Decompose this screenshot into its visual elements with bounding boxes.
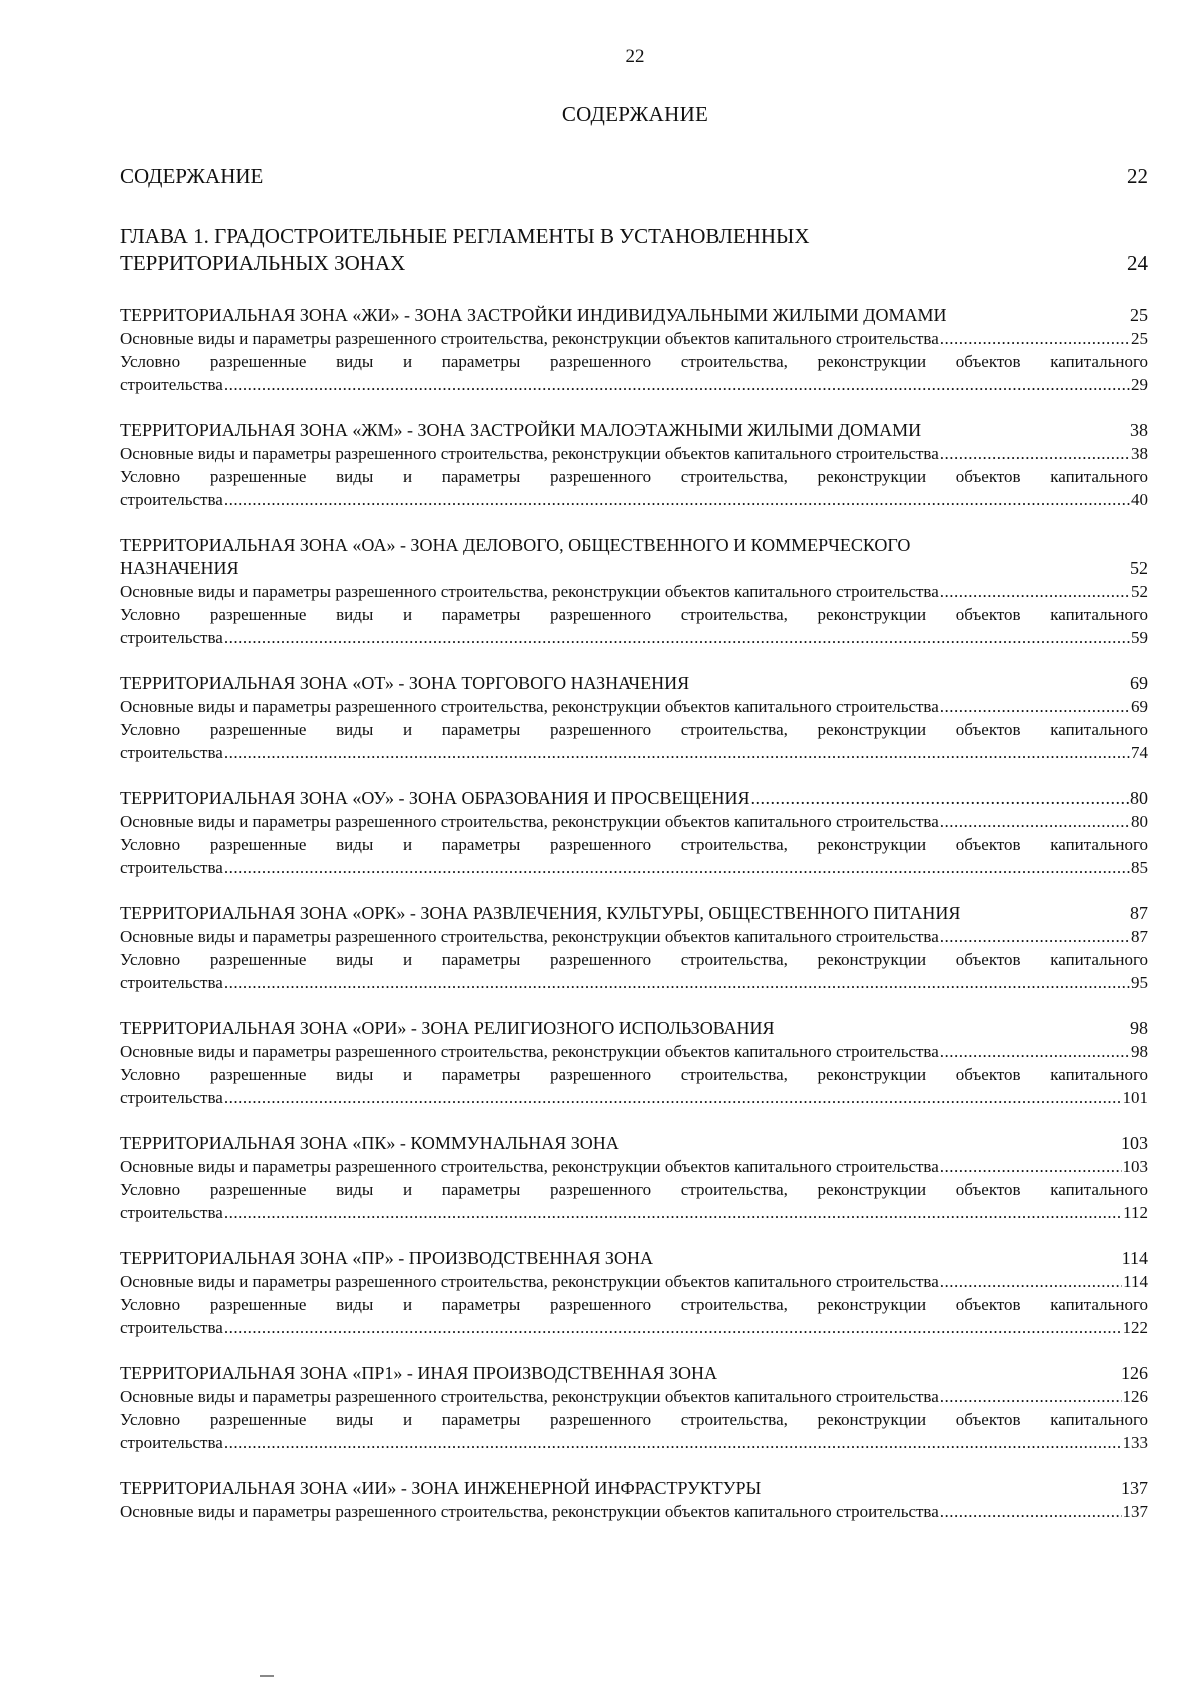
subentry-page: 59 bbox=[1131, 628, 1148, 647]
zone-title: ТЕРРИТОРИАЛЬНАЯ ЗОНА «ЖИ» - ЗОНА ЗАСТРОЙКИ ИНДИВИДУАЛЬНЫМИ ЖИЛЫМИ ДОМАМИ bbox=[120, 305, 947, 325]
zone-page: 98 bbox=[1130, 1018, 1148, 1038]
leader-dots bbox=[224, 1201, 1122, 1224]
toc-zone bbox=[120, 304, 1148, 396]
subentry-page: 87 bbox=[1131, 927, 1148, 946]
zone-title: ТЕРРИТОРИАЛЬНАЯ ЗОНА «ОУ» - ЗОНА ОБРАЗОВАНИЯ И ПРОСВЕЩЕНИЯ bbox=[120, 788, 750, 808]
subentry-page: 137 bbox=[1122, 1502, 1148, 1521]
zone-heading[interactable] bbox=[120, 1247, 1148, 1270]
leader-dots bbox=[940, 695, 1130, 718]
leader-dots bbox=[940, 925, 1130, 948]
leader-dots bbox=[940, 1155, 1122, 1178]
subentry-page: 80 bbox=[1131, 812, 1148, 831]
zone-page: 38 bbox=[1130, 420, 1148, 440]
toc-zone bbox=[120, 787, 1148, 879]
zone-heading[interactable] bbox=[120, 534, 1148, 580]
subentry-label: Основные виды и параметры разрешенного строительства, реконструкции объектов капитального строительства bbox=[120, 329, 939, 348]
leader-dots bbox=[940, 1385, 1122, 1408]
toc-zone bbox=[120, 419, 1148, 511]
subentry-label: строительства bbox=[120, 1318, 223, 1337]
zone-heading[interactable] bbox=[120, 672, 1148, 695]
toc-subentry-main[interactable] bbox=[120, 810, 1148, 833]
zone-title: ТЕРРИТОРИАЛЬНАЯ ЗОНА «ОТ» - ЗОНА ТОРГОВОГО НАЗНАЧЕНИЯ bbox=[120, 673, 690, 693]
toc-subentry-conditional[interactable]: Условно разрешенные виды и параметры разрешенного строительства, реконструкции объектов капитального bbox=[120, 467, 1148, 486]
zone-heading[interactable] bbox=[120, 419, 1148, 442]
zone-heading[interactable] bbox=[120, 787, 1148, 810]
toc-chapter[interactable] bbox=[120, 223, 1148, 277]
toc-subentry-conditional-cont[interactable] bbox=[120, 1431, 1148, 1454]
leader-dots bbox=[224, 373, 1130, 396]
toc-entry-label: СОДЕРЖАНИЕ bbox=[120, 164, 264, 188]
subentry-label: Основные виды и параметры разрешенного строительства, реконструкции объектов капитального строительства bbox=[120, 1157, 939, 1176]
subentry-label: Основные виды и параметры разрешенного строительства, реконструкции объектов капитального строительства bbox=[120, 812, 939, 831]
leader-dots bbox=[940, 1500, 1122, 1523]
subentry-page: 133 bbox=[1122, 1433, 1148, 1452]
toc-entry-contents[interactable] bbox=[120, 164, 1148, 189]
page-title: СОДЕРЖАНИЕ bbox=[561, 102, 709, 126]
toc-subentry-conditional[interactable]: Условно разрешенные виды и параметры разрешенного строительства, реконструкции объектов капитального bbox=[120, 1410, 1148, 1429]
subentry-page: 29 bbox=[1131, 375, 1148, 394]
subentry-page: 25 bbox=[1131, 329, 1148, 348]
zone-page: 52 bbox=[1130, 558, 1148, 578]
zone-page: 114 bbox=[1121, 1248, 1148, 1268]
zone-title: ТЕРРИТОРИАЛЬНАЯ ЗОНА «ПК» - КОММУНАЛЬНАЯ ЗОНА bbox=[120, 1133, 619, 1153]
table-of-contents bbox=[120, 164, 1148, 1523]
toc-subentry-conditional-cont[interactable] bbox=[120, 856, 1148, 879]
subentry-page: 98 bbox=[1131, 1042, 1148, 1061]
toc-zone bbox=[120, 1477, 1148, 1523]
toc-zone bbox=[120, 902, 1148, 994]
subentry-page: 103 bbox=[1122, 1157, 1148, 1176]
toc-subentry-conditional-cont[interactable] bbox=[120, 626, 1148, 649]
toc-subentry-conditional-cont[interactable] bbox=[120, 1316, 1148, 1339]
subentry-page: 126 bbox=[1122, 1387, 1148, 1406]
subentry-label: строительства bbox=[120, 1088, 223, 1107]
toc-subentry-conditional[interactable]: Условно разрешенные виды и параметры разрешенного строительства, реконструкции объектов капитального bbox=[120, 352, 1148, 371]
subentry-page: 69 bbox=[1131, 697, 1148, 716]
toc-subentry-main[interactable] bbox=[120, 695, 1148, 718]
toc-subentry-conditional[interactable]: Условно разрешенные виды и параметры разрешенного строительства, реконструкции объектов капитального bbox=[120, 1180, 1148, 1199]
leader-dots bbox=[940, 810, 1130, 833]
leader-dots bbox=[224, 1086, 1122, 1109]
toc-subentry-conditional-cont[interactable] bbox=[120, 971, 1148, 994]
zone-page: 80 bbox=[1130, 788, 1148, 808]
toc-subentry-conditional-cont[interactable] bbox=[120, 1201, 1148, 1224]
leader-dots bbox=[940, 327, 1130, 350]
subentry-page: 112 bbox=[1123, 1203, 1148, 1222]
zone-heading[interactable] bbox=[120, 1362, 1148, 1385]
subentry-page: 38 bbox=[1131, 444, 1148, 463]
subentry-label: Основные виды и параметры разрешенного строительства, реконструкции объектов капитального строительства bbox=[120, 1042, 939, 1061]
subentry-label: Основные виды и параметры разрешенного строительства, реконструкции объектов капитального строительства bbox=[120, 1502, 939, 1521]
subentry-label: Основные виды и параметры разрешенного строительства, реконструкции объектов капитального строительства bbox=[120, 1272, 939, 1291]
chapter-title: ГЛАВА 1. ГРАДОСТРОИТЕЛЬНЫЕ РЕГЛАМЕНТЫ В УСТАНОВЛЕННЫХ ТЕРРИТОРИАЛЬНЫХ ЗОНАХ bbox=[120, 224, 810, 275]
zone-heading[interactable] bbox=[120, 1132, 1148, 1155]
subentry-label: Основные виды и параметры разрешенного строительства, реконструкции объектов капитального строительства bbox=[120, 927, 939, 946]
leader-dots bbox=[224, 741, 1130, 764]
zone-title: ТЕРРИТОРИАЛЬНАЯ ЗОНА «ОА» - ЗОНА ДЕЛОВОГО, ОБЩЕСТВЕННОГО И КОММЕРЧЕСКОГО НАЗНАЧЕНИЯ bbox=[120, 535, 911, 578]
toc-subentry-conditional[interactable]: Условно разрешенные виды и параметры разрешенного строительства, реконструкции объектов капитального bbox=[120, 1295, 1148, 1314]
toc-zone bbox=[120, 1247, 1148, 1339]
subentry-label: Основные виды и параметры разрешенного строительства, реконструкции объектов капитального строительства bbox=[120, 697, 939, 716]
subentry-page: 74 bbox=[1131, 743, 1148, 762]
chapter-page: 24 bbox=[1127, 251, 1148, 275]
leader-dots bbox=[224, 488, 1130, 511]
leader-dots bbox=[224, 856, 1130, 879]
toc-subentry-main[interactable] bbox=[120, 1500, 1148, 1523]
leader-dots bbox=[224, 1316, 1122, 1339]
toc-zone bbox=[120, 672, 1148, 764]
toc-subentry-conditional-cont[interactable] bbox=[120, 741, 1148, 764]
leader-dots bbox=[224, 626, 1130, 649]
zone-list bbox=[120, 304, 1148, 1523]
zone-page: 87 bbox=[1130, 903, 1148, 923]
leader-dots bbox=[940, 1270, 1122, 1293]
subentry-page: 114 bbox=[1123, 1272, 1148, 1291]
zone-heading[interactable] bbox=[120, 304, 1148, 327]
subentry-page: 101 bbox=[1122, 1088, 1148, 1107]
zone-title: ТЕРРИТОРИАЛЬНАЯ ЗОНА «ЖМ» - ЗОНА ЗАСТРОЙКИ МАЛОЭТАЖНЫМИ ЖИЛЫМИ ДОМАМИ bbox=[120, 420, 922, 440]
zone-page: 25 bbox=[1130, 305, 1148, 325]
zone-heading[interactable] bbox=[120, 1017, 1148, 1040]
zone-title: ТЕРРИТОРИАЛЬНАЯ ЗОНА «ОРК» - ЗОНА РАЗВЛЕЧЕНИЯ, КУЛЬТУРЫ, ОБЩЕСТВЕННОГО ПИТАНИЯ bbox=[120, 903, 961, 923]
scan-artifact bbox=[260, 1675, 274, 1677]
subentry-label: Основные виды и параметры разрешенного строительства, реконструкции объектов капитального строительства bbox=[120, 582, 939, 601]
subentry-label: строительства bbox=[120, 973, 223, 992]
subentry-label: Основные виды и параметры разрешенного строительства, реконструкции объектов капитального строительства bbox=[120, 1387, 939, 1406]
zone-page: 137 bbox=[1121, 1478, 1148, 1498]
leader-dots bbox=[940, 1040, 1130, 1063]
toc-subentry-main[interactable] bbox=[120, 580, 1148, 603]
toc-zone bbox=[120, 534, 1148, 649]
leader-dots bbox=[940, 580, 1130, 603]
subentry-label: строительства bbox=[120, 858, 223, 877]
zone-title: ТЕРРИТОРИАЛЬНАЯ ЗОНА «ПР» - ПРОИЗВОДСТВЕННАЯ ЗОНА bbox=[120, 1248, 653, 1268]
toc-zone bbox=[120, 1132, 1148, 1224]
zone-page: 69 bbox=[1130, 673, 1148, 693]
toc-subentry-main[interactable] bbox=[120, 1270, 1148, 1293]
toc-subentry-conditional[interactable]: Условно разрешенные виды и параметры разрешенного строительства, реконструкции объектов капитального bbox=[120, 605, 1148, 624]
toc-subentry-main[interactable] bbox=[120, 1040, 1148, 1063]
toc-subentry-conditional[interactable]: Условно разрешенные виды и параметры разрешенного строительства, реконструкции объектов капитального bbox=[120, 1065, 1148, 1084]
leader-dots bbox=[224, 1431, 1122, 1454]
subentry-label: строительства bbox=[120, 628, 223, 647]
toc-subentry-conditional-cont[interactable] bbox=[120, 1086, 1148, 1109]
subentry-page: 52 bbox=[1131, 582, 1148, 601]
zone-page: 126 bbox=[1121, 1363, 1148, 1383]
zone-page: 103 bbox=[1121, 1133, 1148, 1153]
subentry-page: 122 bbox=[1122, 1318, 1148, 1337]
subentry-label: строительства bbox=[120, 375, 223, 394]
toc-subentry-conditional[interactable]: Условно разрешенные виды и параметры разрешенного строительства, реконструкции объектов капитального bbox=[120, 835, 1148, 854]
subentry-label: строительства bbox=[120, 490, 223, 509]
subentry-label: строительства bbox=[120, 1433, 223, 1452]
toc-zone bbox=[120, 1362, 1148, 1454]
toc-subentry-main[interactable] bbox=[120, 442, 1148, 465]
toc-subentry-conditional[interactable]: Условно разрешенные виды и параметры разрешенного строительства, реконструкции объектов капитального bbox=[120, 720, 1148, 739]
subentry-page: 95 bbox=[1131, 973, 1148, 992]
subentry-label: строительства bbox=[120, 743, 223, 762]
page-number: 22 bbox=[625, 46, 645, 67]
toc-subentry-main[interactable] bbox=[120, 1385, 1148, 1408]
toc-subentry-conditional[interactable]: Условно разрешенные виды и параметры разрешенного строительства, реконструкции объектов капитального bbox=[120, 950, 1148, 969]
toc-subentry-main[interactable] bbox=[120, 1155, 1148, 1178]
toc-subentry-main[interactable] bbox=[120, 327, 1148, 350]
zone-title: ТЕРРИТОРИАЛЬНАЯ ЗОНА «ОРИ» - ЗОНА РЕЛИГИОЗНОГО ИСПОЛЬЗОВАНИЯ bbox=[120, 1018, 775, 1038]
zone-title: ТЕРРИТОРИАЛЬНАЯ ЗОНА «ИИ» - ЗОНА ИНЖЕНЕРНОЙ ИНФРАСТРУКТУРЫ bbox=[120, 1478, 762, 1498]
leader-dots bbox=[751, 787, 1129, 810]
zone-heading[interactable] bbox=[120, 902, 1148, 925]
leader-dots bbox=[940, 442, 1130, 465]
subentry-page: 40 bbox=[1131, 490, 1148, 509]
toc-subentry-main[interactable] bbox=[120, 925, 1148, 948]
toc-zone bbox=[120, 1017, 1148, 1109]
subentry-label: Основные виды и параметры разрешенного строительства, реконструкции объектов капитального строительства bbox=[120, 444, 939, 463]
subentry-page: 85 bbox=[1131, 858, 1148, 877]
toc-subentry-conditional-cont[interactable] bbox=[120, 488, 1148, 511]
toc-entry-page: 22 bbox=[1127, 164, 1148, 188]
zone-title: ТЕРРИТОРИАЛЬНАЯ ЗОНА «ПР1» - ИНАЯ ПРОИЗВОДСТВЕННАЯ ЗОНА bbox=[120, 1363, 717, 1383]
toc-subentry-conditional-cont[interactable] bbox=[120, 373, 1148, 396]
leader-dots bbox=[224, 971, 1130, 994]
zone-heading[interactable] bbox=[120, 1477, 1148, 1500]
subentry-label: строительства bbox=[120, 1203, 223, 1222]
